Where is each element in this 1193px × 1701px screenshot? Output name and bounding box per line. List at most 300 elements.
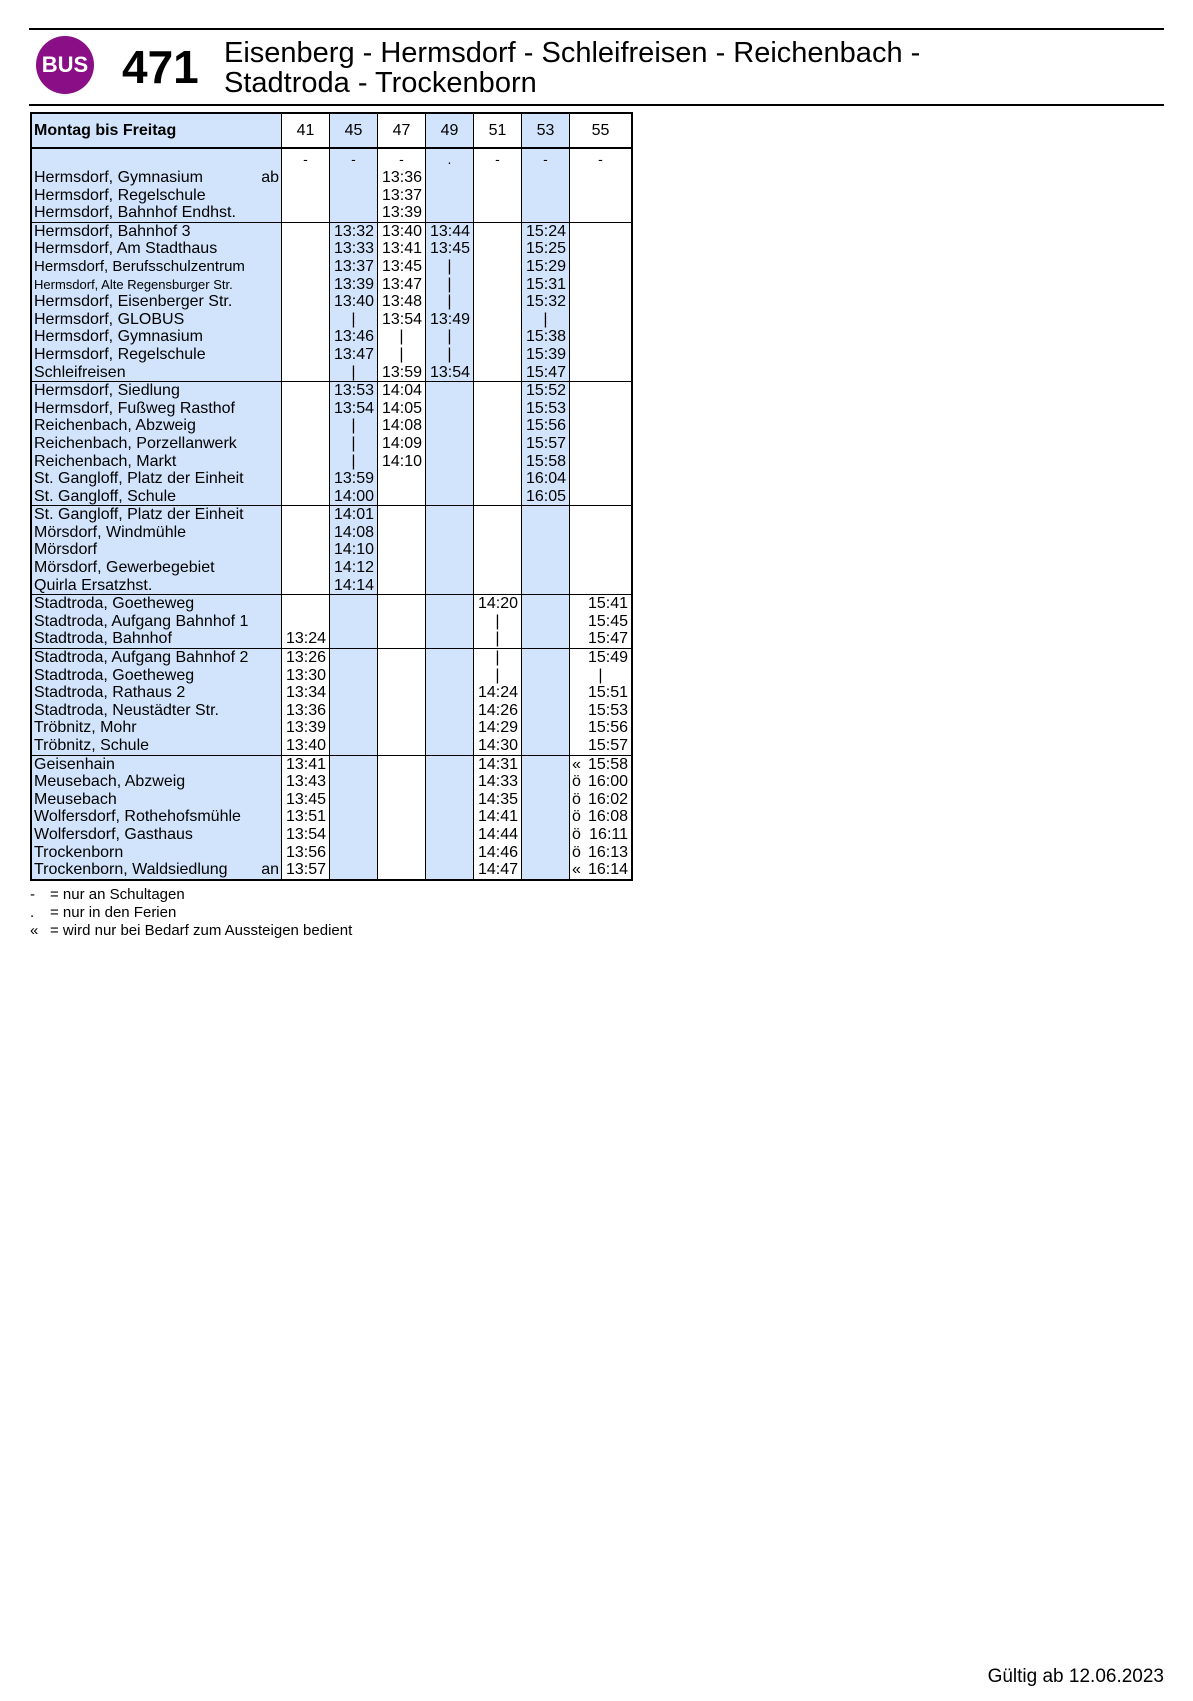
time-cell: [570, 791, 633, 809]
stop-cell: [31, 737, 282, 755]
time-cell: [330, 258, 378, 276]
time-cell: [522, 630, 570, 648]
time-cell: [474, 328, 522, 346]
stop-cell: [31, 773, 282, 791]
table-row: [31, 328, 632, 346]
time-cell: [426, 595, 474, 613]
legend-item: [30, 904, 352, 922]
time-cell: [522, 667, 570, 685]
trip-number: 55: [570, 113, 633, 148]
time-cell: [426, 400, 474, 418]
time-cell: [282, 488, 330, 506]
time-cell: [378, 204, 426, 222]
time-cell: [522, 400, 570, 418]
time-cell: [330, 667, 378, 685]
time-cell: [378, 169, 426, 187]
time-value: 16:04: [525, 470, 566, 488]
bus-badge-label: BUS: [41, 52, 89, 77]
time-cell: [426, 346, 474, 364]
time-cell: [378, 506, 426, 524]
time-cell: [378, 737, 426, 755]
time-cell: [282, 826, 330, 844]
time-cell: [378, 559, 426, 577]
time-cell: [474, 541, 522, 559]
table-row: [31, 719, 632, 737]
time-cell: [330, 649, 378, 667]
time-cell: [330, 684, 378, 702]
stop-cell: [31, 453, 282, 471]
time-value: 15:49: [587, 649, 628, 667]
time-cell: [282, 808, 330, 826]
time-cell: [378, 702, 426, 720]
stop-name: Tröbnitz, Mohr: [34, 719, 137, 737]
stop-cell: [31, 826, 282, 844]
time-cell: [522, 382, 570, 400]
time-value: 13:54: [429, 363, 470, 381]
pass-through-mark: |: [543, 310, 548, 328]
stop-cell: [31, 204, 282, 222]
time-value: 13:33: [333, 240, 374, 258]
time-cell: [474, 240, 522, 258]
stop-name: Stadtroda, Aufgang Bahnhof 2: [34, 649, 249, 667]
table-row: [31, 435, 632, 453]
time-cell: [426, 719, 474, 737]
time-cell: [426, 311, 474, 329]
time-cell: [570, 737, 633, 755]
time-cell: [474, 719, 522, 737]
time-value: 13:40: [333, 293, 374, 311]
time-value: 13:39: [285, 719, 326, 737]
stop-name: Hermsdorf, Gymnasium: [34, 328, 203, 346]
route-title-line-2: Stadtroda - Trockenborn: [224, 67, 537, 99]
time-cell: [570, 541, 633, 559]
time-cell: [330, 311, 378, 329]
table-row: [31, 187, 632, 205]
table-row: [31, 311, 632, 329]
time-value: 15:45: [587, 612, 628, 630]
time-cell: [282, 346, 330, 364]
time-cell: [474, 276, 522, 294]
time-cell: [378, 488, 426, 506]
stop-cell: [31, 311, 282, 329]
time-cell: [426, 258, 474, 276]
time-cell: [570, 613, 633, 631]
table-row: [31, 559, 632, 577]
time-cell: [522, 577, 570, 595]
time-cell: [522, 719, 570, 737]
time-value: 15:39: [525, 345, 566, 363]
stop-cell: [31, 293, 282, 311]
time-value: 14:29: [477, 719, 518, 737]
time-cell: [474, 684, 522, 702]
time-cell: [474, 595, 522, 613]
time-cell: [570, 577, 633, 595]
time-cell: [330, 293, 378, 311]
pass-through-mark: |: [447, 345, 452, 363]
time-cell: [522, 684, 570, 702]
time-cell: [522, 755, 570, 773]
time-cell: [282, 222, 330, 240]
time-cell: [282, 293, 330, 311]
time-cell: [570, 755, 633, 773]
table-row: [31, 204, 632, 222]
time-value: 13:39: [381, 204, 422, 222]
pass-through-mark: |: [495, 666, 500, 684]
time-cell: [474, 844, 522, 862]
time-cell: [522, 293, 570, 311]
stop-cell: [31, 755, 282, 773]
stop-cell: [31, 346, 282, 364]
time-cell: [426, 222, 474, 240]
time-value: 14:20: [477, 595, 518, 613]
time-cell: [522, 488, 570, 506]
time-cell: [522, 328, 570, 346]
time-value: 15:25: [525, 240, 566, 258]
time-cell: [282, 719, 330, 737]
stop-name: Hermsdorf, Eisenberger Str.: [34, 293, 233, 311]
stop-name: Mörsdorf, Windmühle: [34, 523, 187, 541]
stop-name: Quirla Ersatzhst.: [34, 576, 153, 594]
trip-number: 49: [426, 113, 474, 148]
stop-cell: [31, 187, 282, 205]
time-cell: [282, 204, 330, 222]
time-value: 15:52: [525, 382, 566, 400]
trip-number: 45: [330, 113, 378, 148]
time-cell: [426, 435, 474, 453]
time-cell: [330, 773, 378, 791]
time-cell: [522, 524, 570, 542]
table-row: [31, 649, 632, 667]
time-value: 13:30: [285, 666, 326, 684]
time-value: 14:10: [333, 541, 374, 559]
time-value: 14:05: [381, 399, 422, 417]
time-cell: [426, 470, 474, 488]
time-cell: [282, 524, 330, 542]
time-cell: [522, 861, 570, 880]
time-cell: [282, 755, 330, 773]
time-value: 14:30: [477, 737, 518, 754]
time-value: 15:53: [525, 399, 566, 417]
time-value: 14:01: [333, 506, 374, 524]
time-cell: [282, 328, 330, 346]
header-row: [31, 113, 632, 148]
stop-cell: [31, 559, 282, 577]
time-value: 15:24: [525, 222, 566, 240]
stop-name: Hermsdorf, Gymnasium: [34, 169, 203, 186]
time-value: 14:04: [381, 382, 422, 400]
stop-name: Hermsdorf, Am Stadthaus: [34, 240, 218, 258]
time-cell: [474, 755, 522, 773]
time-value: 15:57: [525, 434, 566, 452]
time-cell: [474, 702, 522, 720]
time-cell: [282, 470, 330, 488]
time-value: 13:56: [285, 843, 326, 861]
time-cell: [474, 453, 522, 471]
time-cell: [378, 293, 426, 311]
time-cell: [378, 719, 426, 737]
stop-cell: [31, 791, 282, 809]
time-value: 13:59: [381, 363, 422, 381]
time-cell: [570, 808, 633, 826]
time-cell: [426, 328, 474, 346]
time-cell: [378, 435, 426, 453]
time-cell: [522, 453, 570, 471]
time-value: 13:40: [381, 222, 422, 240]
time-cell: [522, 417, 570, 435]
time-value: 13:47: [381, 275, 422, 293]
table-row: [31, 808, 632, 826]
time-cell: [474, 258, 522, 276]
table-row: [31, 276, 632, 294]
time-value: 13:37: [333, 257, 374, 275]
departure-arrival-marker: ab: [261, 169, 279, 186]
legend-item: [30, 922, 352, 940]
time-value: 13:44: [429, 222, 470, 240]
time-value: 13:54: [333, 399, 374, 417]
time-cell: [570, 649, 633, 667]
stop-name: Reichenbach, Abzweig: [34, 417, 196, 435]
time-cell: [570, 702, 633, 720]
pass-through-mark: |: [351, 434, 356, 452]
time-cell: [330, 488, 378, 506]
time-value: 13:36: [285, 701, 326, 719]
time-value: 13:41: [285, 755, 326, 773]
trip-number: 47: [378, 113, 426, 148]
time-cell: [474, 400, 522, 418]
time-cell: [282, 577, 330, 595]
pass-through-mark: |: [351, 363, 356, 381]
time-cell: [378, 311, 426, 329]
time-cell: [522, 595, 570, 613]
stop-cell: [31, 400, 282, 418]
table-row: [31, 737, 632, 755]
marker-row: [31, 148, 632, 169]
stop-name: Hermsdorf, Bahnhof 3: [34, 222, 191, 240]
route-title-line-1: Eisenberg - Hermsdorf - Schleifreisen - Reichenbach -: [224, 37, 921, 69]
time-cell: [426, 541, 474, 559]
stop-note-marker: «: [572, 755, 581, 773]
time-cell: [522, 346, 570, 364]
time-cell: [378, 844, 426, 862]
stop-cell: [31, 844, 282, 862]
time-cell: [378, 541, 426, 559]
time-cell: [522, 559, 570, 577]
time-cell: [474, 649, 522, 667]
time-cell: [570, 684, 633, 702]
time-cell: [522, 791, 570, 809]
time-cell: [330, 346, 378, 364]
time-cell: [570, 240, 633, 258]
time-cell: [474, 364, 522, 382]
time-cell: [522, 435, 570, 453]
time-value: 14:41: [477, 808, 518, 826]
time-value: 14:09: [381, 434, 422, 452]
time-cell: [570, 719, 633, 737]
legend-symbol: «: [30, 922, 39, 939]
time-cell: [378, 826, 426, 844]
time-cell: [330, 577, 378, 595]
time-cell: [426, 613, 474, 631]
time-cell: [570, 187, 633, 205]
time-cell: [426, 702, 474, 720]
time-cell: [282, 276, 330, 294]
time-cell: [474, 861, 522, 880]
time-cell: [522, 737, 570, 755]
time-value: 15:56: [587, 719, 628, 737]
time-cell: [570, 453, 633, 471]
time-cell: [570, 328, 633, 346]
time-cell: [474, 346, 522, 364]
time-cell: [378, 240, 426, 258]
time-cell: [330, 222, 378, 240]
time-cell: [378, 773, 426, 791]
time-value: 14:08: [381, 417, 422, 435]
time-cell: [330, 737, 378, 755]
time-cell: [474, 826, 522, 844]
stop-name: Wolfersdorf, Gasthaus: [34, 825, 193, 843]
time-cell: [378, 613, 426, 631]
table-row: [31, 613, 632, 631]
time-value: 15:57: [587, 737, 628, 754]
legend-text: = nur an Schultagen: [50, 886, 185, 903]
trip-marker: -: [474, 148, 522, 169]
time-cell: [570, 488, 633, 506]
bus-badge-icon: [36, 36, 94, 94]
time-cell: [282, 453, 330, 471]
time-value: 13:57: [285, 861, 326, 879]
time-cell: [330, 417, 378, 435]
time-cell: [426, 204, 474, 222]
stop-cell: [31, 435, 282, 453]
stop-name: Hermsdorf, Fußweg Rasthof: [34, 399, 235, 417]
trip-marker: -: [282, 148, 330, 169]
time-value: 16:02: [587, 790, 628, 808]
time-cell: [426, 808, 474, 826]
time-cell: [330, 524, 378, 542]
time-cell: [378, 791, 426, 809]
time-cell: [330, 808, 378, 826]
stop-note-marker: ö: [572, 790, 581, 808]
time-cell: [474, 187, 522, 205]
time-cell: [330, 541, 378, 559]
time-cell: [570, 346, 633, 364]
time-cell: [378, 755, 426, 773]
time-cell: [378, 258, 426, 276]
stop-cell: [31, 861, 282, 880]
stop-name: Reichenbach, Porzellanwerk: [34, 434, 237, 452]
table-row: [31, 222, 632, 240]
time-value: 16:08: [587, 808, 628, 826]
table-row: [31, 258, 632, 276]
legend-text: = wird nur bei Bedarf zum Aussteigen bedient: [50, 922, 353, 939]
time-cell: [570, 204, 633, 222]
time-cell: [378, 577, 426, 595]
table-row: [31, 453, 632, 471]
time-value: 14:08: [333, 523, 374, 541]
stop-note-marker: ö: [572, 843, 581, 861]
time-cell: [426, 453, 474, 471]
time-value: 16:11: [589, 825, 628, 843]
stop-cell: [31, 649, 282, 667]
table-row: [31, 844, 632, 862]
legend-item: [30, 886, 352, 904]
time-cell: [426, 506, 474, 524]
table-row: [31, 755, 632, 773]
time-cell: [426, 791, 474, 809]
time-cell: [378, 684, 426, 702]
stop-cell: [31, 470, 282, 488]
time-value: 14:10: [381, 452, 422, 470]
stop-note-marker: ö: [572, 825, 581, 843]
stop-cell: [31, 240, 282, 258]
time-cell: [330, 506, 378, 524]
time-cell: [330, 276, 378, 294]
time-cell: [426, 293, 474, 311]
stop-name: Hermsdorf, GLOBUS: [34, 310, 185, 328]
time-cell: [426, 364, 474, 382]
time-cell: [570, 559, 633, 577]
stop-note-marker: ö: [572, 808, 581, 826]
top-rule: [29, 28, 1164, 30]
time-cell: [474, 737, 522, 755]
time-value: 15:53: [587, 701, 628, 719]
time-cell: [426, 559, 474, 577]
time-cell: [378, 187, 426, 205]
time-value: 13:59: [333, 470, 374, 488]
time-cell: [378, 649, 426, 667]
stop-note-marker: «: [572, 861, 581, 879]
time-value: 15:32: [525, 293, 566, 311]
time-cell: [522, 187, 570, 205]
time-cell: [522, 773, 570, 791]
time-cell: [522, 222, 570, 240]
trip-number: 51: [474, 113, 522, 148]
marker-row-label: [31, 148, 282, 169]
time-value: 13:32: [333, 222, 374, 240]
time-value: 16:14: [587, 861, 628, 879]
time-cell: [570, 844, 633, 862]
time-value: 13:37: [381, 186, 422, 204]
table-row: [31, 577, 632, 595]
time-cell: [522, 826, 570, 844]
time-cell: [474, 169, 522, 187]
time-cell: [570, 773, 633, 791]
time-value: 13:47: [333, 345, 374, 363]
stop-cell: [31, 808, 282, 826]
table-row: [31, 488, 632, 506]
time-cell: [282, 702, 330, 720]
timetable-body: [31, 113, 632, 880]
time-value: 15:47: [587, 630, 628, 648]
time-cell: [426, 276, 474, 294]
table-row: [31, 524, 632, 542]
time-cell: [570, 364, 633, 382]
time-cell: [426, 684, 474, 702]
time-cell: [282, 667, 330, 685]
time-cell: [426, 649, 474, 667]
stop-name: Hermsdorf, Siedlung: [34, 382, 180, 400]
time-cell: [570, 311, 633, 329]
time-cell: [282, 400, 330, 418]
stop-name: Hermsdorf, Regelschule: [34, 345, 206, 363]
time-cell: [474, 773, 522, 791]
time-cell: [282, 559, 330, 577]
time-cell: [282, 630, 330, 648]
time-cell: [522, 240, 570, 258]
time-cell: [378, 667, 426, 685]
time-cell: [330, 187, 378, 205]
time-cell: [330, 204, 378, 222]
